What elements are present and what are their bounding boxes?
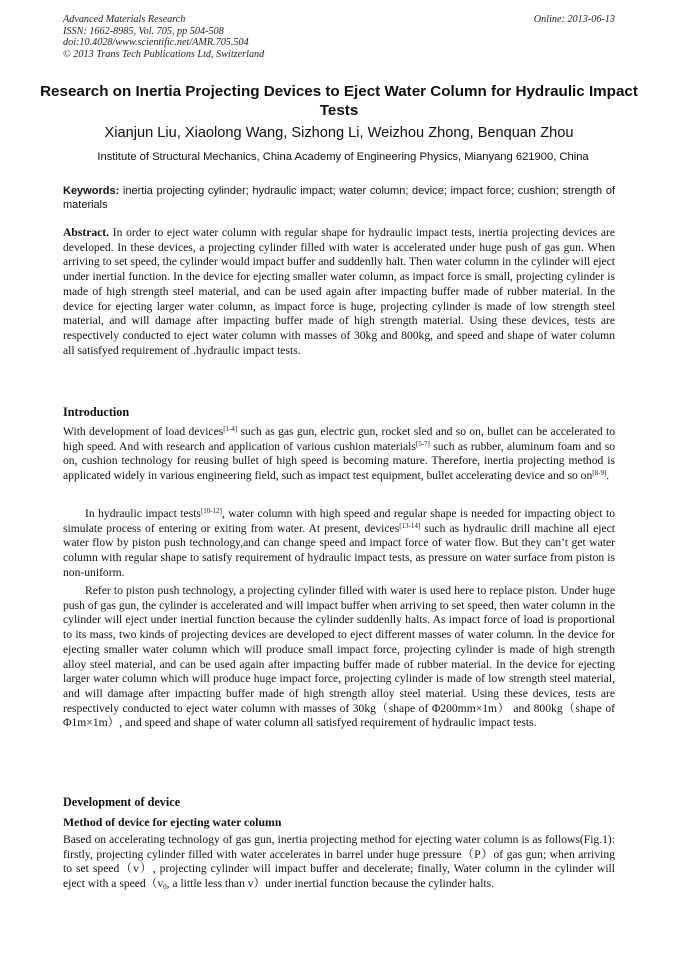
citation[interactable]: [5-7] xyxy=(415,439,430,448)
doi-line[interactable]: doi:10.4028/www.scientific.net/AMR.705.504 xyxy=(63,37,249,49)
development-heading: Development of device xyxy=(63,795,181,809)
citation[interactable]: [13-14] xyxy=(399,521,421,530)
method-subheading: Method of device for ejecting water column xyxy=(63,815,282,829)
keywords-label: Keywords: xyxy=(63,185,120,197)
development-paragraph-1: Based on accelerating technology of gas gun, inertia projecting method for ejecting water column is as follows(Fig.1): firstly, projecting cylinder filled with water accelerates in barrel under huge pressure（P）of gas gun; when arriving to set speed（v）, projecting cylinder will impact buffer and decelerate; finally, Water column in the cylinder will eject with a $speed(v_0$, a little less than v）under inertial function because the cylinder halts. xyxy=(63,833,615,892)
paper-title: Research on Inertia Projecting Devices to Eject Water Column for Hydraulic Impact Tests xyxy=(40,83,638,119)
affiliation: Institute of Structural Mechanics, China Academy of Engineering Physics, Mianyang 621900, China xyxy=(97,151,589,163)
journal-header xyxy=(63,14,615,60)
abstract-label: Abstract. xyxy=(63,226,110,239)
author-list: Xianjun Liu, Xiaolong Wang, Sizhong Li, Weizhou Zhong, Benquan Zhou xyxy=(104,125,574,141)
citation[interactable]: [8-9] xyxy=(592,469,607,478)
abstract xyxy=(63,226,615,358)
intro-paragraph-3: Refer to piston push technology, a projecting cylinder filled with water is used here to replace piston. Under huge push of gas gun, the cylinder is accelerated and will impact buffer when arriving to set speed, then water column in the cylinder will eject under inertial function because the cylinder suddenlly halts. As impact force of load is proportional to its mass, two kinds of projecting devices are developed to eject different masses of water column. In the device for ejecting smaller water column which will produce small impact force, projecting cylinder is made of high strength alloy steel material, and can be used again after impacting buffer made of rubber material. In the device for ejecting larger water column which will produce huge impact force, projecting cylinder is made of low strength steel material, and will damage after impacting buffer made of high strength alloy steel material. Using these devices, tests are respectively conducted to eject water column with masses of 30kg（shape of Φ200mm×1m） and 800kg（shape of Φ1m×1m）, and speed and shape of water column all satisfyed requirement of hydraulic impact tests. xyxy=(63,584,615,730)
introduction-heading: Introduction xyxy=(63,405,130,419)
keywords-text: inertia projecting cylinder; hydraulic impact; water column; device; impact force; cushion; strength of materials xyxy=(63,185,615,211)
journal-name: Advanced Materials Research xyxy=(63,14,186,25)
intro-paragraph-2: In hydraulic impact tests[10-12], water column with high speed and regular shape is needed for impacting object to simulate process of entering or exiting from water. At present, devices[13-14] such as hydraulic drill machine all eject water flow by piston push technology,and can change speed and impact force of water flow. But they can’t get water column with regular shape to satisfy requirement of hydraulic impact tests, as pressure on water surface from piston is non-uniform. xyxy=(63,507,616,579)
citation[interactable]: [1-4] xyxy=(223,425,238,433)
citation[interactable]: [10-12] xyxy=(200,507,222,515)
issn-line: ISSN: 1662-8985, Vol. 705, pp 504-508 xyxy=(63,25,224,37)
keywords xyxy=(63,184,615,212)
copyright-line: © 2013 Trans Tech Publications Ltd, Switzerland xyxy=(63,48,265,60)
online-date: Online: 2013-06-13 xyxy=(533,14,615,25)
intro-paragraph-1: With development of load devices[1-4] such as gas gun, electric gun, rocket sled and so on, bullet can be accelerated to high speed. And with research and application of various cushion materials[5-7] such as rubber, aluminum foam and so on, cushion technology for reusing bullet of high speed is becoming mature. Therefore, inertia projecting method is applicated widely in various engineering field, such as impact test equipment, bullet accelerating device and so on[8-9]. xyxy=(63,425,616,483)
abstract-text: In order to eject water column with regular shape for hydraulic impact tests, inertia projecting devices are developed. In these devices, a projecting cylinder filled with water is accelerated under huge push of gas gun. When arriving to set speed, the cylinder would impact buffer and suddenlly halt. Then water column in the cylinder will eject under inertial function. In the device for ejecting smaller water column, as impact force is small, projecting cylinder is made of high strength steel material, and can be used again after impacting buffer made of rubber material. In the device for ejecting larger water column, as impact force is huge, projecting cylinder is made of low strength steel material, and will damage after impacting buffer made of high strength material. Using these devices, tests are respectively conducted to eject water column with masses of 30kg and 800kg, and speed and shape of water column all satisfyed requirement of .hydraulic impact tests. xyxy=(63,226,615,357)
